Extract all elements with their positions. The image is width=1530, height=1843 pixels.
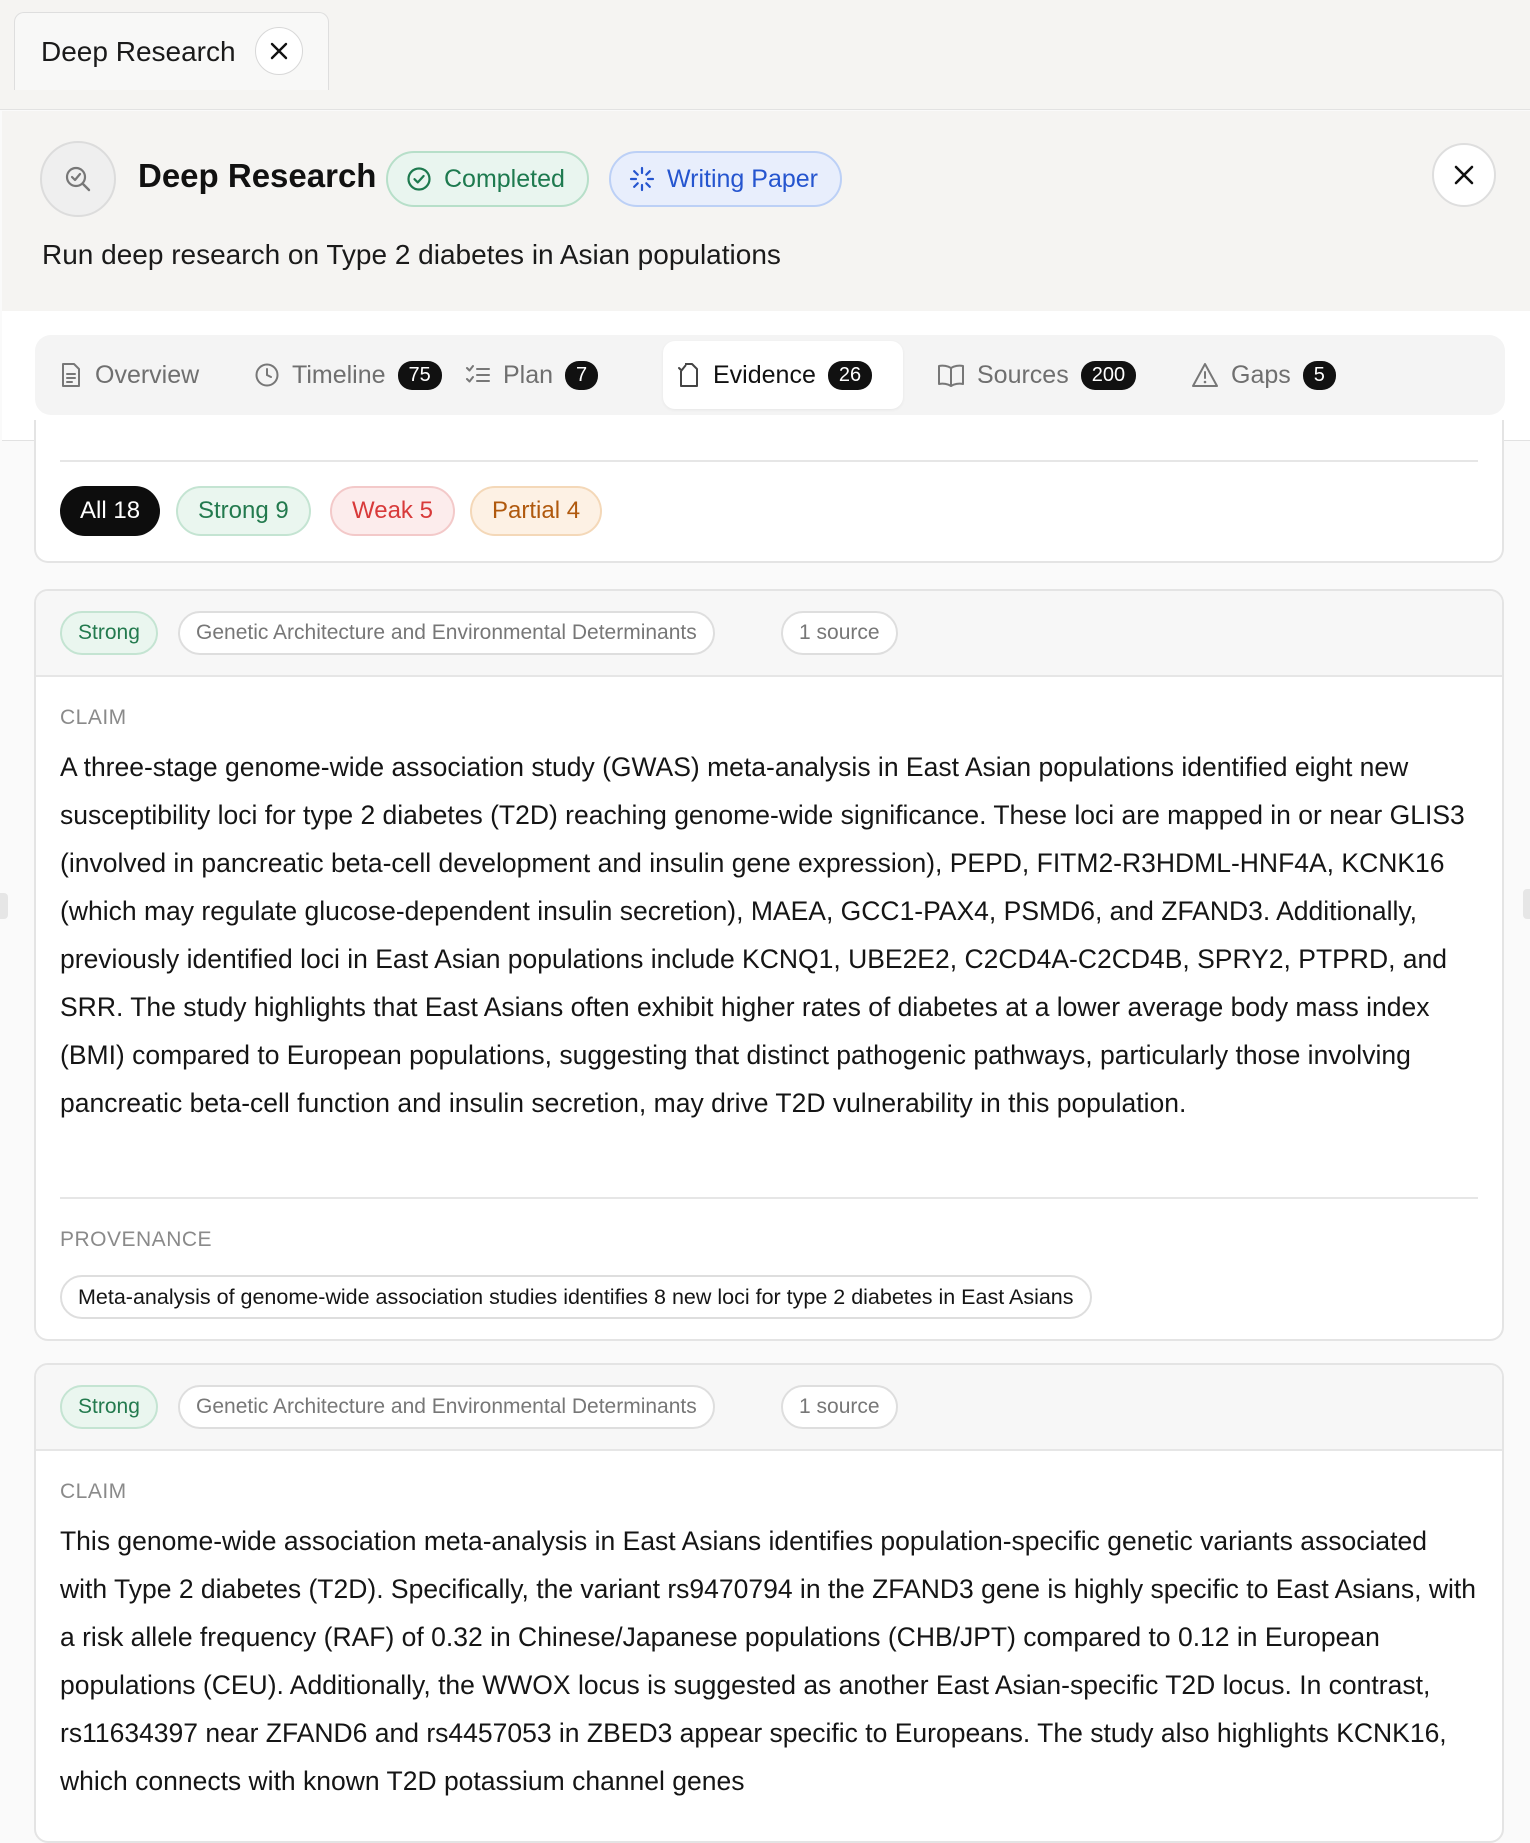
tab-plan-label: Plan (503, 360, 554, 389)
provenance-label: PROVENANCE (60, 1228, 213, 1251)
tab-gaps-count: 5 (1303, 361, 1336, 390)
tab-timeline-label: Timeline (292, 360, 386, 389)
window-tab-label: Deep Research (41, 35, 236, 67)
window-tab[interactable] (14, 12, 329, 90)
tab-evidence[interactable] (663, 341, 903, 409)
tab-plan[interactable] (451, 341, 612, 409)
filter-card (34, 420, 1504, 563)
close-icon (1452, 163, 1476, 187)
topic-badge: Genetic Architecture and Environmental Determinants (178, 1385, 715, 1429)
claim-label: CLAIM (60, 706, 127, 729)
tab-gaps-label: Gaps (1231, 360, 1291, 389)
checklist-icon (465, 363, 491, 387)
warning-icon (1191, 362, 1219, 388)
tab-sources-label: Sources (977, 360, 1069, 389)
filter-weak-chip[interactable]: Weak 5 (330, 486, 455, 536)
claim-text: A three-stage genome-wide association study (GWAS) meta-analysis in East Asian populations identified eight new susceptibility loci for type 2 diabetes (T2D) reaching genome-wide significance. These loci are mapped in or near GLIS3 (involved in pancreatic beta-cell development and insulin gene expression), PEPD, FITM2-R3HDML-HNF4A, KCNK16 (which may regulate glucose-dependent insulin secretion), MAEA, GCC1-PAX4, PSMD6, and ZFAND3. Additionally, previously identified loci in East Asian populations include KCNQ1, UBE2E2, C2CD4A-C2CD4B, SPRY2, PTPRD, and SRR. The study highlights that East Asians often exhibit higher rates of diabetes at a lower average body mass index (BMI) compared to European populations, suggesting that distinct pathogenic pathways, particularly those involving pancreatic beta-cell function and insulin secretion, may drive T2D vulnerability in this population. (60, 752, 1465, 1118)
divider (60, 1197, 1478, 1199)
topic-badge: Genetic Architecture and Environmental Determinants (178, 611, 715, 655)
status-writing-label: Writing Paper (667, 164, 818, 193)
status-badge-completed (386, 151, 589, 207)
tab-bar (35, 335, 1505, 415)
close-icon[interactable] (255, 27, 303, 75)
tab-sources-count: 200 (1081, 361, 1136, 390)
source-count-badge[interactable]: 1 source (781, 611, 898, 655)
source-count-badge[interactable]: 1 source (781, 1385, 898, 1429)
claim-text: This genome-wide association meta-analysis in East Asians identifies population-specific genetic variants associated with Type 2 diabetes (T2D). Specifically, the variant rs9470794 in the ZFAND3 gene is highly specific to East Asians, with a risk allele frequency (RAF) of 0.32 in Chinese/Japanese populations (CHB/JPT) compared to 0.12 in European populations (CEU). Additionally, the WWOX locus is suggested as another East Asian-specific T2D locus. In contrast, rs11634397 near ZFAND6 and rs4457053 in ZBED3 appear specific to Europeans. The study also highlights KCNK16, which connects with known T2D potassium channel genes (60, 1526, 1477, 1796)
document-icon (59, 362, 83, 388)
research-header (2, 111, 1530, 311)
tab-overview[interactable] (45, 341, 213, 409)
loader-icon (629, 166, 655, 192)
left-resize-handle[interactable] (0, 893, 8, 919)
evidence-card-header (36, 591, 1502, 677)
tab-evidence-count: 26 (828, 361, 872, 390)
search-icon (40, 141, 116, 217)
page-title: Deep Research (138, 157, 377, 194)
research-query: Run deep research on Type 2 diabetes in Asian populations (42, 239, 781, 270)
check-circle-icon (406, 166, 432, 192)
divider (60, 460, 1478, 462)
evidence-card (34, 1363, 1504, 1843)
filter-all-chip[interactable]: All 18 (60, 486, 160, 536)
tab-plan-count: 7 (565, 361, 598, 390)
evidence-card (34, 589, 1504, 1341)
tab-sources[interactable] (923, 341, 1150, 409)
tab-timeline[interactable] (240, 341, 456, 409)
window-tab-strip (0, 0, 1530, 110)
tab-overview-label: Overview (95, 360, 200, 389)
claim-label: CLAIM (60, 1480, 127, 1503)
strength-badge: Strong (60, 1385, 158, 1429)
status-completed-label: Completed (444, 164, 565, 193)
close-panel-button[interactable] (1432, 143, 1496, 207)
evidence-card-header (36, 1365, 1502, 1451)
tab-evidence-label: Evidence (713, 360, 816, 389)
tab-gaps[interactable] (1177, 341, 1350, 409)
clock-icon (254, 362, 280, 388)
strength-badge: Strong (60, 611, 158, 655)
filter-strong-chip[interactable]: Strong 9 (176, 486, 311, 536)
book-icon (937, 363, 965, 387)
provenance-chip[interactable]: Meta-analysis of genome-wide association studies identifies 8 new loci for type 2 diabetes in East Asians (60, 1275, 1092, 1319)
tab-timeline-count: 75 (398, 361, 442, 390)
filter-partial-chip[interactable]: Partial 4 (470, 486, 602, 536)
status-badge-writing (609, 151, 842, 207)
right-resize-handle[interactable] (1523, 889, 1530, 919)
file-check-icon (677, 362, 701, 388)
